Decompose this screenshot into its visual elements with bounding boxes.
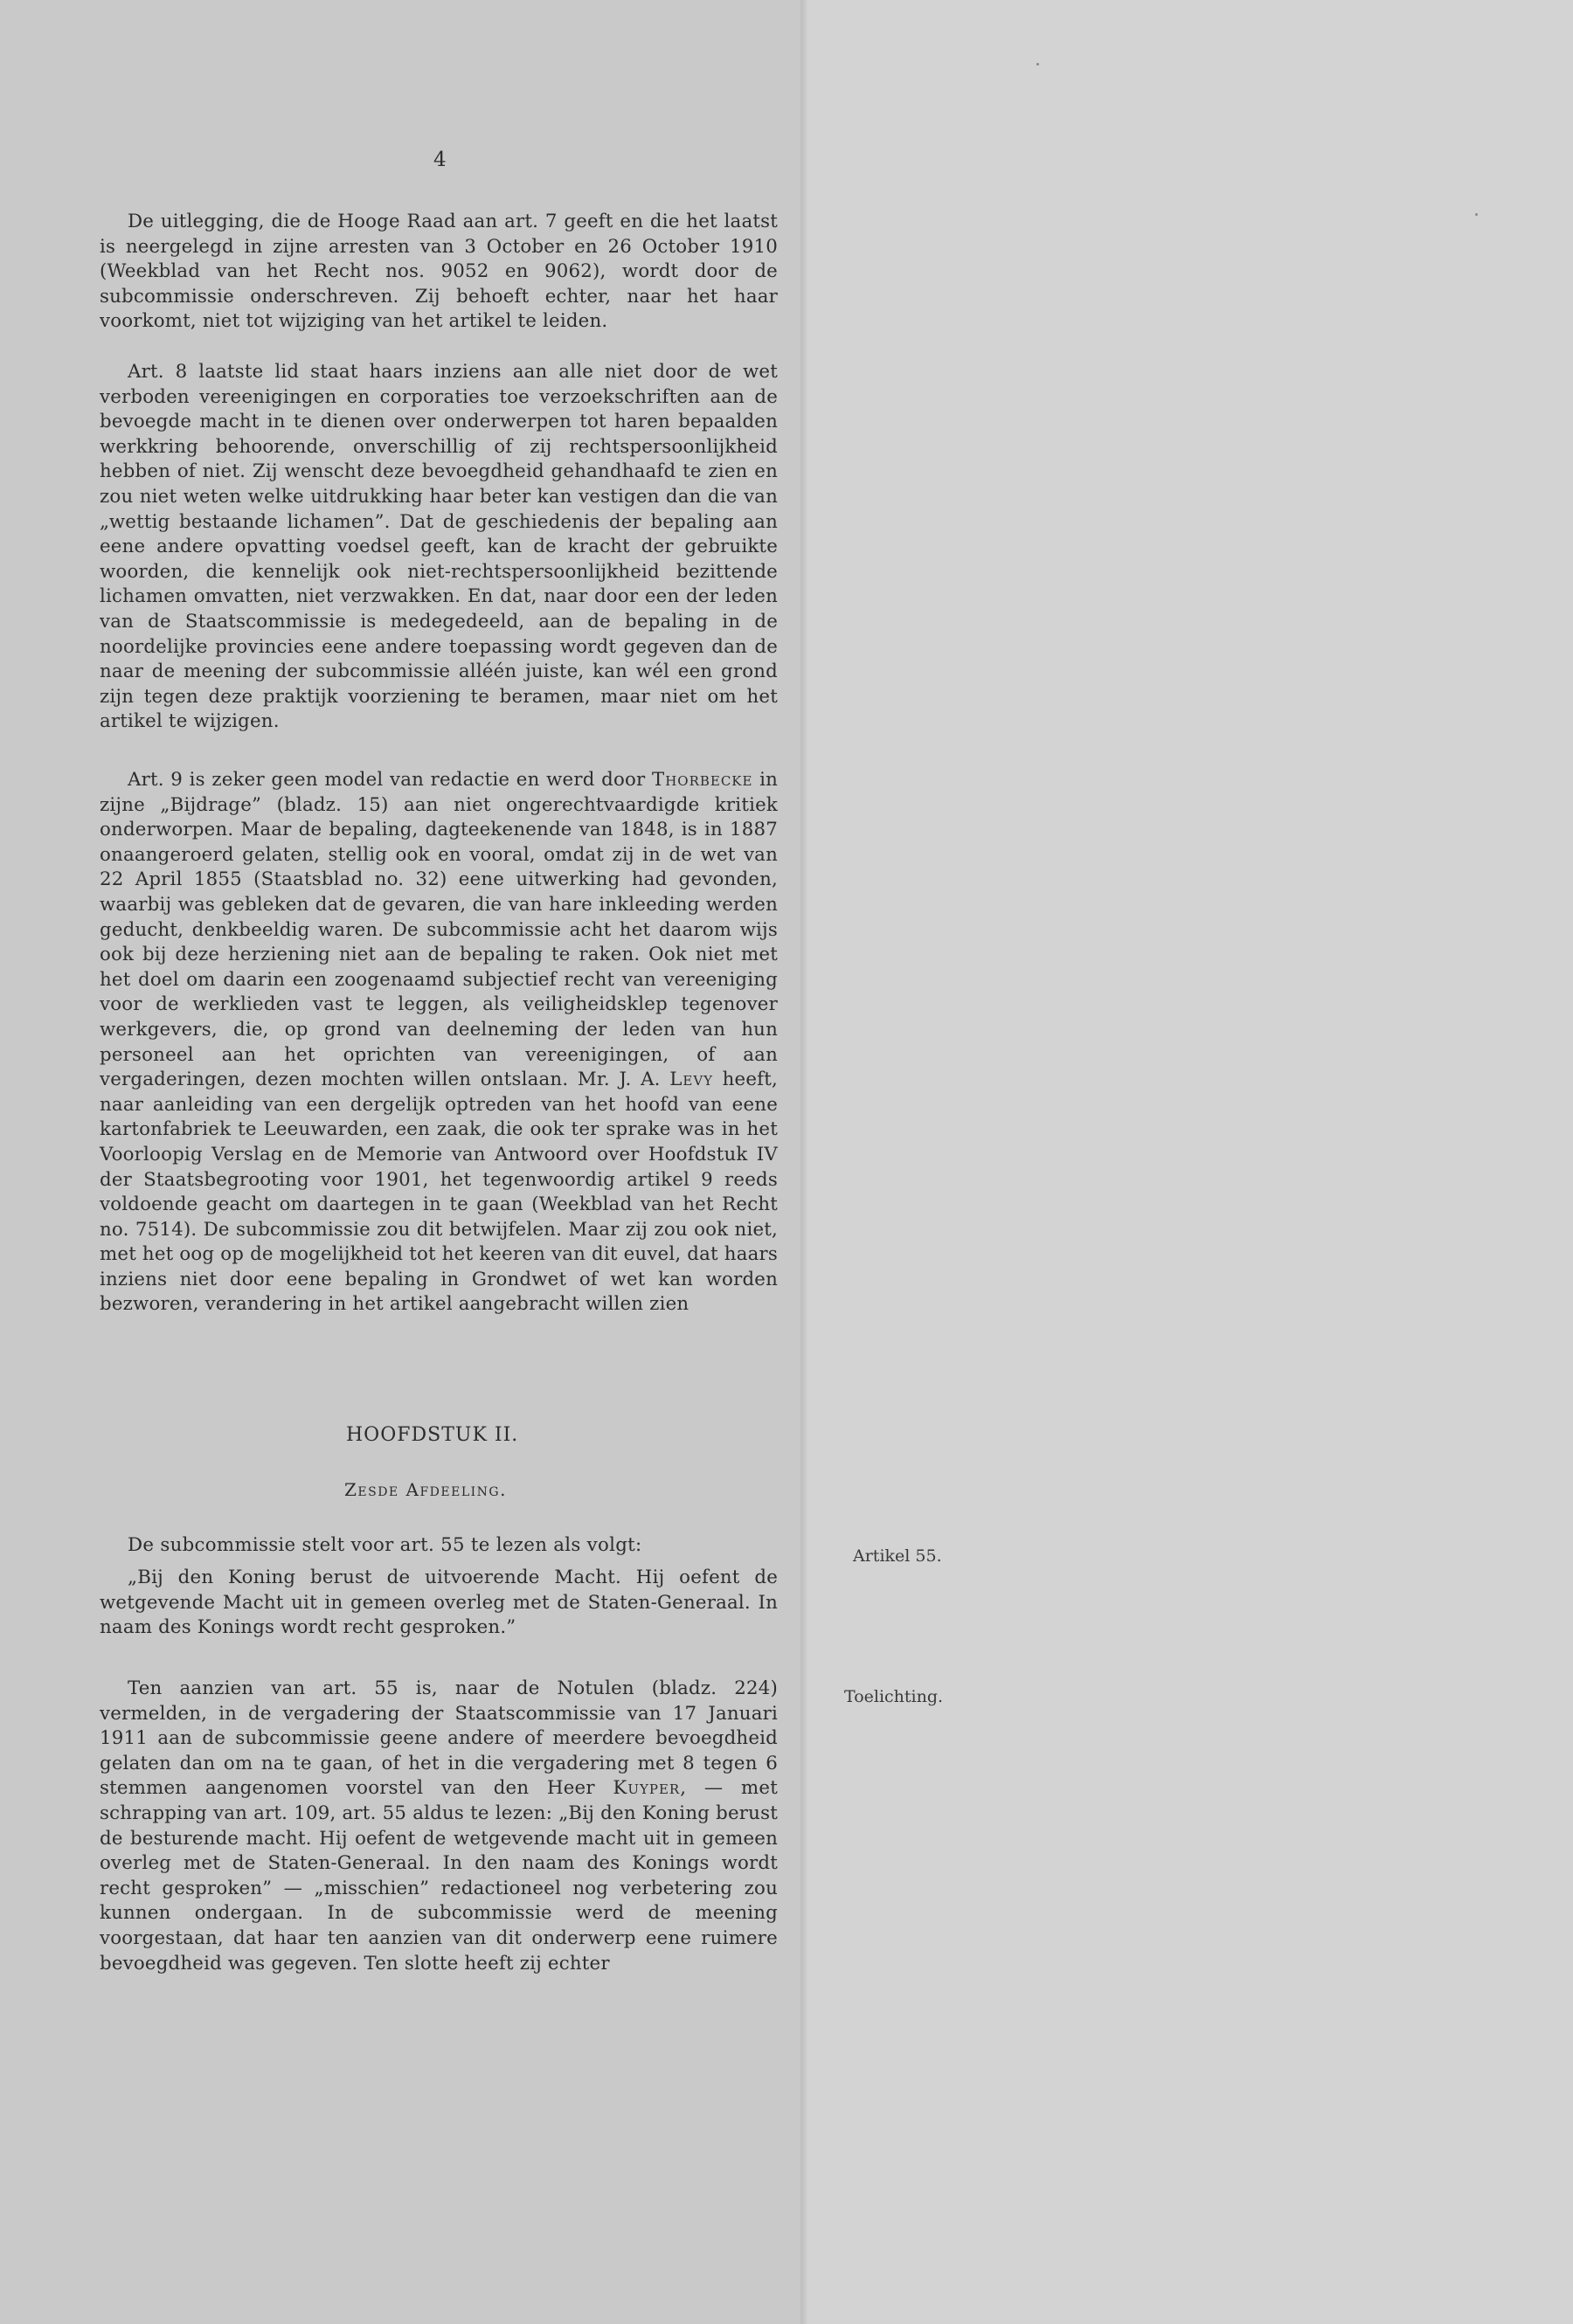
proposal-intro: De subcommissie stelt voor art. 55 te lezen als volgt: [128, 1534, 642, 1556]
margin-note-article: Artikel 55. [853, 1546, 942, 1566]
author-name-levy: Levy [669, 1069, 714, 1091]
text-segment: , — met schrapping van art. 109, art. 55 aldus te lezen: „Bij den Koning berust de besturende macht. Hij oefent de wetgevende macht uit in gemeen overleg met de Staten-Generaal. In den naam des Konings wordt recht gesproken” — „misschien” redactioneel nog verbetering zou kunnen ondergaan. In de subcommissie werd de meening voorgestaan, dat haar ten aanzien van dit onderwerp eene ruimere bevoegdheid was gegeven. Ten slotte heeft zij echter [100, 1777, 778, 1975]
paragraph-art-7: De uitlegging, die de Hooge Raad aan art. 7 geeft en die het laatst is neergelegd in zijne arresten van 3 October en 26 October 1910 (Weekblad van het Recht nos. 9052 en 9062), wordt door de subcommissie onderschreven. Zij behoeft echter, naar het haar voorkomt, niet tot wijziging van het artikel te leiden. [100, 211, 778, 333]
section-heading: Zesde Afdeeling. [344, 1479, 507, 1500]
paper-speck [1036, 63, 1039, 66]
page-number: 4 [433, 149, 447, 171]
margin-note-explanation: Toelichting. [844, 1687, 944, 1706]
paper-speck [1475, 213, 1478, 216]
right-page [804, 0, 1573, 2324]
proposed-article-quote: „Bij den Koning berust de uitvoerende Macht. Hij oefent de wetgevende Macht uit in gemeen overleg met de Staten-Generaal. In naam des Konings wordt recht gesproken.” [100, 1567, 778, 1639]
text-segment: Art. 9 is zeker geen model van redactie en werd door [128, 769, 646, 791]
chapter-heading: HOOFDSTUK II. [346, 1424, 519, 1446]
author-name-kuyper: Kuyper [613, 1777, 681, 1800]
text-segment: in zijne „Bijdrage” (bladz. 15) aan niet ongerechtvaardigde kritiek onderworpen. Maar de bepaling, dagteekenende van 1848, is in 1887 onaangeroerd gelaten, stellig ook en vooral, omdat zij in de wet van 22 April 1855 (Staatsblad no. 32) eene uitwerking had gevonden, waarbij was gebleken dat de gevaren, die van hare inkleeding werden geducht, denkbeeldig waren. De subcommissie acht het daarom wijs ook bij deze herziening niet aan de bepaling te raken. Ook niet met het doel om daarin een zoogenaamd subjectief recht van vereeniging voor de werklieden vast te leggen, als veiligheidsklep tegenover werkgevers, die, op grond van deelneming der leden van hun personeel aan het oprichten van vereenigingen, of aan vergaderingen, dezen mochten willen ontslaan. Mr. J. A. [100, 769, 778, 1091]
paragraph-explanation [100, 1677, 778, 1976]
text-segment: Ten aanzien van art. 55 is, naar de Notulen (bladz. 224) vermelden, in de vergadering der Staatscommissie van 17 Januari 1911 aan de subcommissie geene andere of meerdere bevoegdheid gelaten dan om na te gaan, of het in die vergadering met 8 tegen 6 stemmen aangenomen voorstel van den Heer [100, 1677, 778, 1800]
author-name-thorbecke: Thorbecke [651, 769, 753, 791]
paragraph-art-8: Art. 8 laatste lid staat haars inziens aan alle niet door de wet verboden vereenigingen en corporaties toe verzoekschriften aan de bevoegde macht in te dienen over onderwerpen tot haren bepaalden werkkring behoorende, onverschillig of zij rechtspersoonlijkheid hebben of niet. Zij wenscht deze bevoegdheid gehandhaafd te zien en zou niet weten welke uitdrukking haar beter kan vestigen dan die van „wettig bestaande lichamen”. Dat de geschiedenis der bepaling aan eene andere opvatting voedsel geeft, kan de kracht der gebruikte woorden, die kennelijk ook niet-rechtspersoonlijkheid bezittende lichamen omvatten, niet verzwakken. En dat, naar door een der leden van de Staatscommissie is medegedeeld, aan de bepaling in de noordelijke provincies eene andere toepassing wordt gegeven dan de naar de meening der subcommissie alléén juiste, kan wél een grond zijn tegen deze praktijk voorziening te beramen, maar niet om het artikel te wijzigen. [100, 361, 778, 733]
text-segment: heeft, naar aanleiding van een dergelijk optreden van het hoofd van eene kartonfabriek te Leeuwarden, een zaak, die ook ter sprake was in het Voorloopig Verslag en de Memorie van Antwoord over Hoofdstuk IV der Staatsbegrooting voor 1901, het tegenwoordig artikel 9 reeds voldoende geacht om daartegen in te gaan (Weekblad van het Recht no. 7514). De subcommissie zou dit betwijfelen. Maar zij zou ook niet, met het oog op de mogelijkheid tot het keeren van dit euvel, dat haars inziens niet door eene bepaling in Grondwet of wet kan worden bezworen, verandering in het artikel aangebracht willen zien [100, 1069, 778, 1316]
book-gutter [800, 0, 807, 2324]
paragraph-art-9 [100, 768, 778, 1318]
